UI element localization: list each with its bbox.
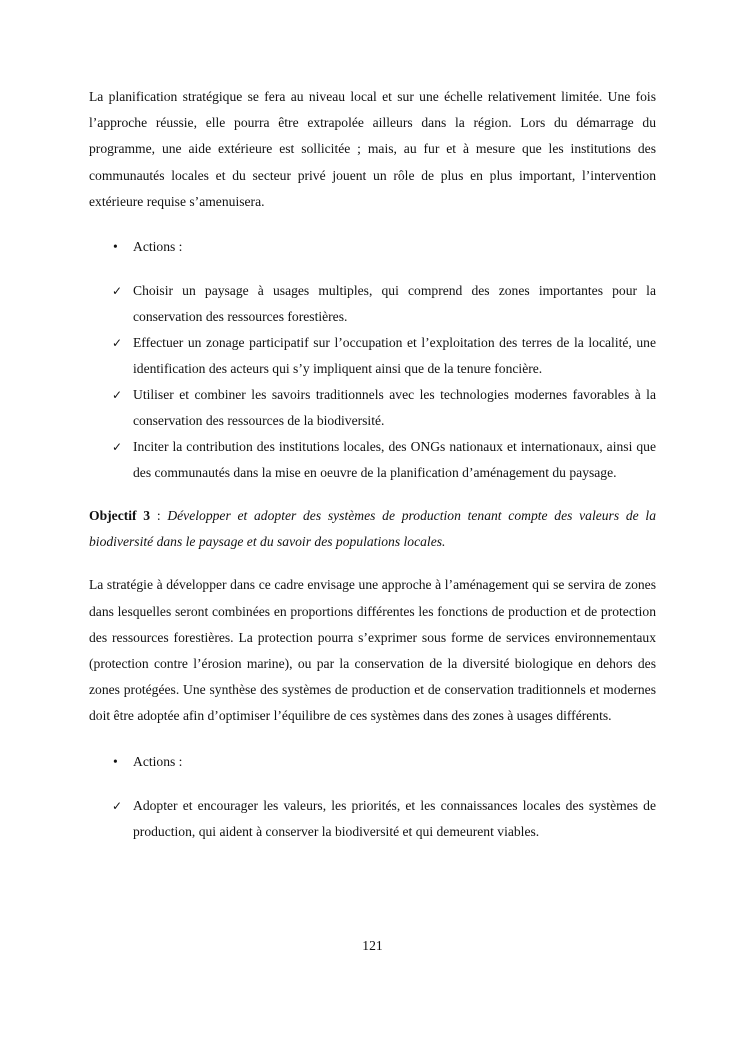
bullet-icon: •: [113, 753, 118, 769]
intro-paragraph: La planification stratégique se fera au niveau local et sur une échelle relativement limitée. Une fois l’approche réussie, elle pourra être extrapolée ailleurs dans la région. Lors du démarrage du programme, une aide extérieure est sollicitée ; mais, au fur et à mesure que les institutions des communautés locales et du secteur privé jouent un rôle de plus en plus important, l’intervention extérieure requise s’amenuisera.: [89, 89, 656, 209]
page-number: 121: [362, 938, 383, 953]
checkmark-icon: ✓: [112, 440, 123, 455]
list-item-text: Effectuer un zonage participatif sur l’occupation et l’exploitation des terres de la localité, une identification des acteurs qui s’y impliquent ainsi que de la tenure foncière.: [133, 335, 656, 377]
document-page: [89, 84, 656, 845]
actions-heading-1: [89, 234, 656, 260]
list-item: [89, 330, 656, 382]
actions-list-1: [89, 278, 656, 486]
list-item-text: Adopter et encourager les valeurs, les priorités, et les connaissances locales des systèmes de production, qui aident à conserver la biodiversité et qui demeurent viables.: [133, 797, 656, 839]
actions-label: Actions :: [133, 239, 183, 255]
objective-heading: [89, 503, 656, 555]
list-item: [89, 382, 656, 434]
list-item-text: Inciter la contribution des institutions locales, des ONGs nationaux et internationaux, ainsi que des communautés dans la mise en oeuvre de la planification d’aménagement du paysage.: [133, 439, 656, 481]
checkmark-icon: ✓: [112, 336, 123, 351]
bullet-icon: •: [113, 239, 118, 255]
list-item: [89, 793, 656, 845]
list-item: [89, 278, 656, 330]
checkmark-icon: ✓: [112, 798, 123, 813]
actions-list-2: [89, 793, 656, 845]
checkmark-icon: ✓: [112, 388, 123, 403]
strategy-paragraph: La stratégie à développer dans ce cadre envisage une approche à l’aménagement qui se servira de zones dans lesquelles seront combinées en proportions différentes les fonctions de production et de protection des ressources forestières. La protection pourra s’exprimer sous forme de services environnementaux (protection contre l’érosion marine), ou par la conservation de la diversité biologique en dehors des zones protégées. Une synthèse des systèmes de production et de conservation traditionnels et modernes doit être adoptée afin d’optimiser l’équilibre de ces systèmes dans des zones à usages différents.: [89, 577, 656, 724]
objective-label: Objectif 3: [89, 508, 151, 524]
actions-heading-2: [89, 749, 656, 775]
list-item-text: Utiliser et combiner les savoirs traditionnels avec les technologies modernes favorables à la conservation des ressources de la biodiversité.: [133, 387, 656, 429]
objective-text: Développer et adopter des systèmes de production tenant compte des valeurs de la biodiversité dans le paysage et du savoir des populations locales.: [89, 508, 656, 550]
list-item: [89, 434, 656, 486]
actions-label: Actions :: [133, 753, 183, 769]
objective-separator: :: [150, 508, 168, 524]
checkmark-icon: ✓: [112, 284, 123, 299]
list-item-text: Choisir un paysage à usages multiples, qui comprend des zones importantes pour la conservation des ressources forestières.: [133, 283, 656, 325]
